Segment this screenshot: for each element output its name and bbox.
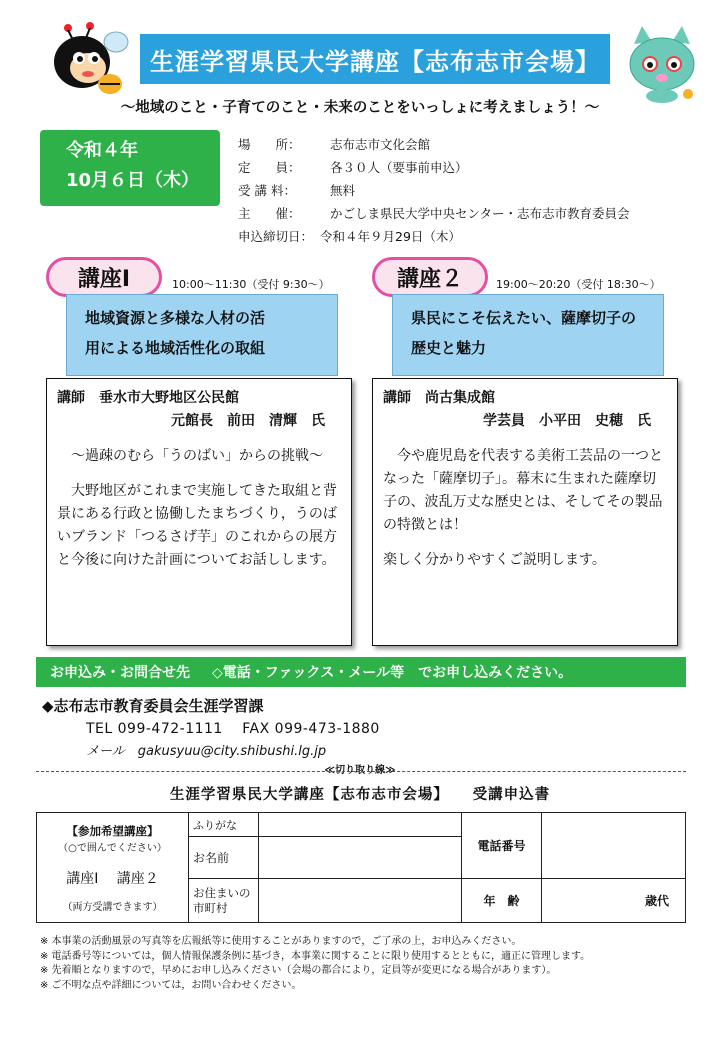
note-item: ※ 電話番号等については，個人情報保護条例に基づき，本事業に関することに限り使用するとともに，適正に管理します。 [40,950,591,962]
lecture1-topic-line: 用による地域活性化の取組 [85,339,266,357]
event-era: 令和４年 [66,140,138,161]
info-value: 各３０人（要事前申込） [330,160,468,175]
lecture2-topic-line: 県民にこそ伝えたい、薩摩切子の [411,309,637,327]
info-row [238,202,630,225]
contact-organization: ◆志布志市教育委員会生涯学習課 [42,697,264,715]
lecture2-speaker-title: 学芸員 小平田 史穂 氏 [483,413,651,429]
lecture1-time: 10:00～11:30（受付 9:30～） [172,278,330,291]
lecture1-topic-line: 地域資源と多様な人材の活 [85,309,266,327]
application-form [36,812,686,923]
address-field[interactable] [259,879,462,923]
choice-options[interactable]: 講座Ⅰ 講座２ [66,870,159,887]
choice-note-both: （両方受講できます） [62,901,163,913]
lecture2-speaker: 講師 尚古集成館 [383,390,495,406]
info-value: 志布志市文化会館 [330,137,431,152]
phone-label: 電話番号 [462,813,542,879]
info-row [238,156,630,179]
lecture1-body: 大野地区がこれまで実施してきた取組と背景にある行政と協働したまちづくり，うのばいブランド「つるさげ芋」のこれからの展方と今後に向けた計画についてお話しします。 [57,483,337,568]
choice-note: （○で囲んでください） [58,842,167,854]
contact-email[interactable]: メール gakusyuu@city.shibushi.lg.jp [86,744,327,759]
info-row [238,133,630,156]
info-label: 主 催： [238,206,301,221]
event-info [238,133,630,248]
lecture1-badge: 講座Ⅰ [46,257,162,297]
name-label: お名前 [189,837,259,879]
green-cat-mascot-icon [622,24,702,104]
info-value: 無料 [330,183,356,198]
contact-heading: お申込み・お問合せ先 [50,665,190,681]
notes [40,935,590,993]
info-row [238,225,630,248]
contact-bar [36,657,686,687]
address-label: お住まいの市町村 [189,879,259,923]
lecture2-time: 19:00～20:20（受付 18:30～） [496,278,661,291]
age-suffix: 歳代 [644,894,669,908]
cut-line [36,771,686,772]
subtitle: ～地域のこと・子育てのこと・未来のことをいっしょに考えましょう！～ [120,100,600,116]
name-field[interactable] [259,837,462,879]
info-row [238,179,630,202]
lecture-choice-cell[interactable] [37,813,189,923]
contact-phone-fax: TEL 099-472-1111 FAX 099-473-1880 [86,721,380,737]
choice-title: 【参加希望講座】 [66,823,159,838]
lecture2-body: 今や鹿児島を代表する美術工芸品の一つとなった「薩摩切子」。幕末に生まれた薩摩切子の、波乱万丈な歴史とは、そしてその製品の特徴とは！ [383,448,663,533]
lecture2-body-closing: 楽しく分かりやすくご説明します。 [383,552,606,568]
date-badge [40,130,220,206]
note-item: ※ 本事業の活動風景の写真等を広報紙等に使用することがありますので，ご了承の上，お申込みください。 [40,936,522,947]
info-value: 令和４年９月29日（木） [320,229,461,244]
furigana-field[interactable] [259,813,462,837]
info-label: 場 所： [238,137,301,152]
lecture1-topic [66,294,338,376]
lecture1-speaker: 講師 垂水市大野地区公民館 [57,390,239,406]
info-label: 定 員： [238,160,301,175]
age-label: 年 齢 [462,879,542,923]
lecture1-subheading: ～過疎のむら「うのばい」からの挑戦～ [57,448,323,464]
page-title: 生涯学習県民大学講座【志布志市会場】 [140,34,610,84]
age-field[interactable] [542,879,686,923]
lecture1-speaker-title: 元館長 前田 清輝 氏 [171,413,325,429]
contact-methods: ◇電話・ファックス・メール等 でお申し込みください。 [212,665,573,681]
info-label: 申込締切日： [238,229,314,244]
note-item: ※ 先着順となりますので，早めにお申し込みください（会場の都合により，定員等が変更になる場合があります）。 [40,965,557,976]
furigana-label: ふりがな [189,813,259,837]
cut-line-label: ≪切り取り線≫ [324,765,396,776]
lecture2-topic [392,294,664,376]
phone-field[interactable] [542,813,686,879]
lecture1-description [46,378,352,646]
bee-mascot-icon [46,18,132,98]
info-value: かごしま県民大学中央センター・志布志市教育委員会 [330,206,630,221]
info-label: 受 講 料： [238,183,296,198]
lecture2-description [372,378,678,646]
lecture2-topic-line: 歴史と魅力 [411,339,487,357]
lecture2-badge: 講座２ [372,257,488,297]
note-item: ※ ご不明な点や詳細については，お問い合わせください。 [40,979,302,991]
form-title: 生涯学習県民大学講座【志布志市会場】 受講申込書 [169,787,551,803]
event-date: 10月６日（木） [66,170,200,191]
